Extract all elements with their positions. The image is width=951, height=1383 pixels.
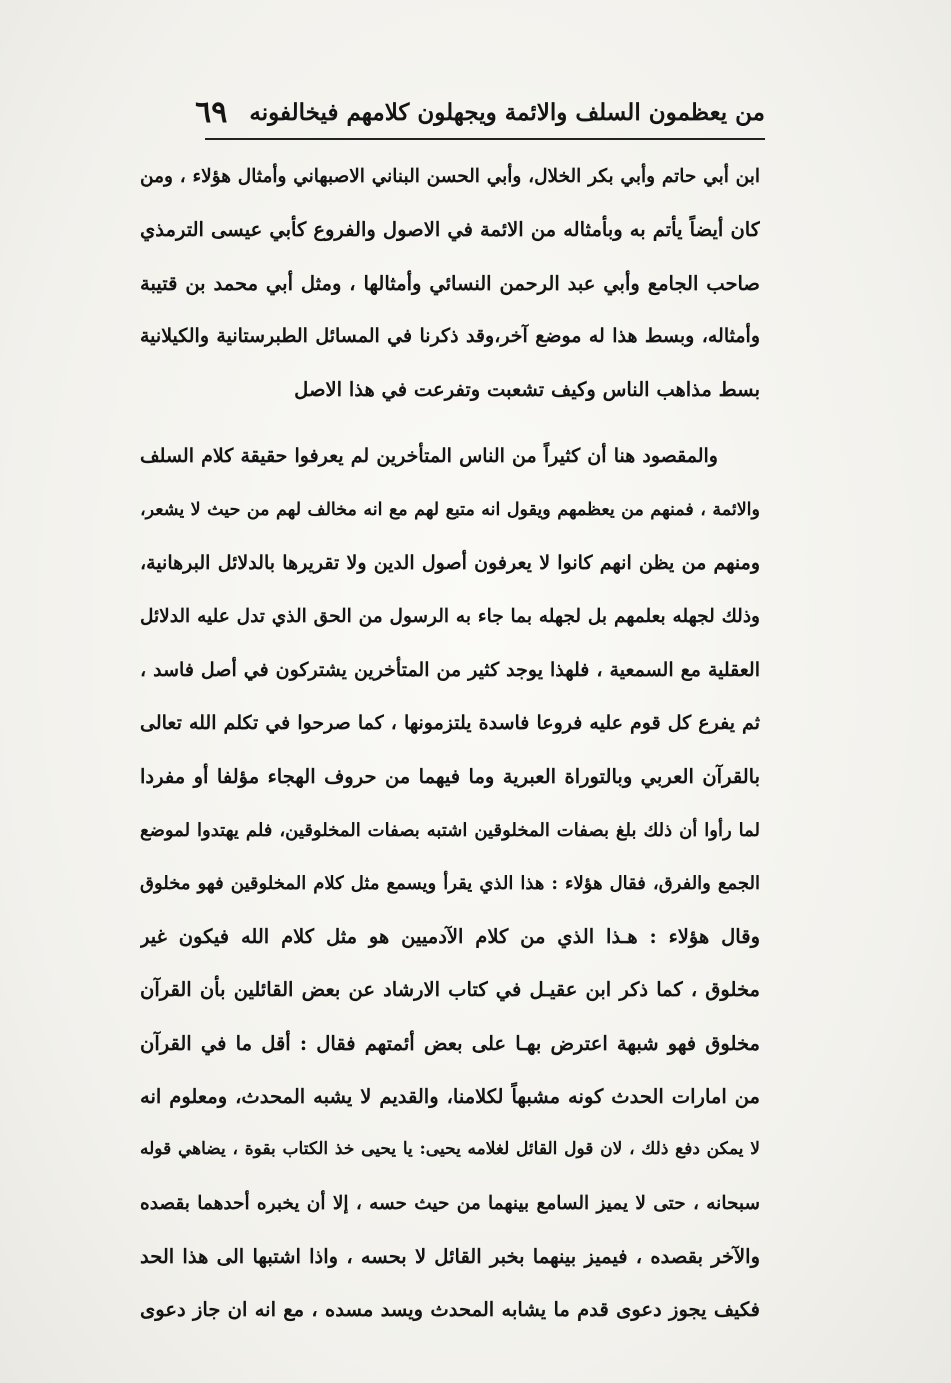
header-rule xyxy=(205,138,765,140)
paragraph-break xyxy=(140,416,760,430)
running-header-title: من يعظمون السلف والائمة ويجهلون كلامهم فيخالفونه xyxy=(249,98,765,126)
text-line: وذلك لجهله بعلمهم بل لجهله بما جاء به الرسول من الحق الذي تدل عليه الدلائل xyxy=(140,606,760,628)
paragraph xyxy=(140,150,760,416)
text-line: سبحانه ، حتى لا يميز السامع بينهما من حيث حسه ، إلا أن يخبره أحدهما بقصده xyxy=(140,1192,760,1214)
text-line: وأمثاله، وبسط هذا له موضع آخر،وقد ذكرنا في المسائل الطبرستانية والكيلانية xyxy=(140,324,760,347)
text-line: مخلوق فهو شبهة اعترض بهـا على بعض أئمتهم فقال : أقل ما في القرآن xyxy=(140,1031,760,1055)
text-line: فكيف يجوز دعوى قدم ما يشابه المحدث ويسد مسده ، مع انه ان جاز دعوى xyxy=(140,1298,760,1322)
text-line: صاحب الجامع وأبي عبد الرحمن النسائي وأمثالها ، ومثل أبي محمد بن قتيبة xyxy=(140,271,760,295)
body-text xyxy=(140,150,760,1337)
text-line: بالقرآن العربي وبالتوراة العبرية وما فيهما من حروف الهجاء مؤلفا أو مفردا xyxy=(140,765,760,789)
running-header xyxy=(195,90,765,134)
text-line: ثم يفرع كل قوم عليه فروعا فاسدة يلتزمونها ، كما صرحوا في تكلم الله تعالى xyxy=(140,711,760,734)
text-line: من امارات الحدث كونه مشبهاً لكلامنا، والقديم لا يشبه المحدث، ومعلوم انه xyxy=(140,1085,760,1109)
text-line: العقلية مع السمعية ، فلهذا يوجد كثير من المتأخرين يشتركون في أصل فاسد ، xyxy=(140,658,760,681)
text-line: والمقصود هنا أن كثيراً من الناس المتأخرين لم يعرفوا حقيقة كلام السلف xyxy=(140,445,718,468)
text-line: ابن أبي حاتم وأبي بكر الخلال، وأبي الحسن البناني الاصبهاني وأمثال هؤلاء ، ومن xyxy=(140,166,760,187)
text-line: والائمة ، فمنهم من يعظمهم ويقول انه متبع لهم مع انه مخالف لهم من حيث لا يشعر، xyxy=(140,499,760,520)
text-line: كان أيضاً يأتم به وبأمثاله من الائمة في الاصول والفروع كأبي عيسى الترمذي xyxy=(140,218,760,242)
text-line: والآخر بقصده ، فيميز بينهما بخبر القائل لا بحسه ، واذا اشتبها الى هذا الحد xyxy=(140,1244,760,1268)
text-line: لا يمكن دفع ذلك ، لان قول القائل لغلامه يحيى: يا يحيى خذ الكتاب بقوة ، يضاهي قوله xyxy=(140,1139,760,1160)
text-line: مخلوق ، كما ذكر ابن عقيـل في كتاب الارشاد عن بعض القائلين بأن القرآن xyxy=(140,978,760,1002)
text-line: ومنهم من يظن انهم كانوا لا يعرفون أصول الدين ولا تقريرها بالدلائل البرهانية، xyxy=(140,552,760,575)
text-line: الجمع والفرق، فقال هؤلاء : هذا الذي يقرأ ويسمع مثل كلام المخلوقين فهو مخلوق xyxy=(140,872,760,894)
paragraph xyxy=(140,430,760,1336)
text-line: بسط مذاهب الناس وكيف تشعبت وتفرعت في هذا الاصل xyxy=(294,378,760,402)
page-number: ٦٩ xyxy=(195,94,228,130)
text-line: وقال هؤلاء : هـذا الذي من كلام الآدميين هو مثل كلام الله فيكون غير xyxy=(140,925,760,949)
text-line: لما رأوا أن ذلك بلغ بصفات المخلوقين اشتبه بصفات المخلوقين، فلم يهتدوا لموضع xyxy=(140,819,760,841)
